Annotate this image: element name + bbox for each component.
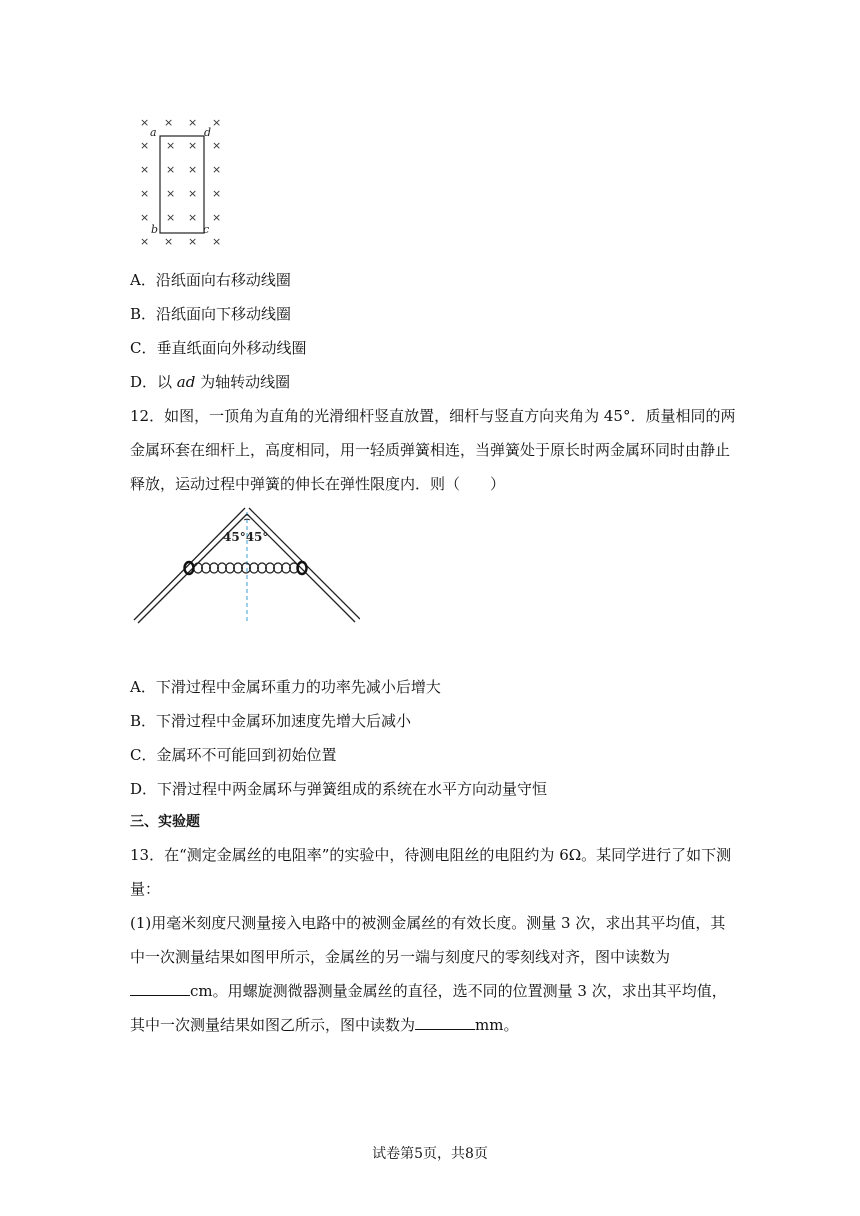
left-rod — [134, 508, 245, 620]
magnetic-field-cross-icon: × — [164, 116, 174, 129]
q12-option-c: C．金属环不可能回到初始位置 — [130, 746, 337, 764]
q13-stem-line-2: 量： — [130, 880, 161, 898]
magnetic-field-cross-icon: × — [212, 116, 222, 129]
coil-label-b: b — [151, 223, 159, 236]
q11-option-b: B．沿纸面向下移动线圈 — [130, 305, 292, 323]
q11-option-d — [130, 372, 290, 392]
q12-stem-line-1: 12．如图，一顶角为直角的光滑细杆竖直放置，细杆与竖直方向夹角为 45°．质量相同的两 — [130, 407, 736, 425]
angle-label: 45°45° — [223, 530, 269, 544]
magnetic-field-cross-icon: × — [188, 235, 198, 248]
magnetic-field-cross-icon: × — [212, 187, 222, 200]
coil-label-d: d — [204, 126, 212, 139]
q13-line-5-text: cm。用螺旋测微器测量金属丝的直径，选不同的位置测量 3 次，求出其平均值， — [190, 982, 727, 1000]
magnetic-field-cross-icon: × — [166, 211, 176, 224]
magnetic-field-cross-icon: × — [140, 139, 150, 152]
magnetic-field-cross-icon: × — [212, 139, 222, 152]
coil-label-c: c — [203, 223, 210, 236]
q13-stem-line-5 — [130, 981, 727, 1001]
magnetic-field-cross-icon: × — [188, 187, 198, 200]
magnetic-field-cross-icon: × — [212, 235, 222, 248]
magnetic-field-cross-icon: × — [166, 139, 176, 152]
q12-stem-line-3: 释放，运动过程中弹簧的伸长在弹性限度内．则（ ） — [130, 475, 506, 493]
q11-option-a: A．沿纸面向右移动线圈 — [130, 271, 291, 289]
q13-line-6-prefix: 其中一次测量结果如图乙所示，图中读数为 — [130, 1016, 416, 1034]
magnetic-field-cross-icon: × — [188, 163, 198, 176]
spring — [194, 563, 299, 573]
magnetic-field-cross-icon: × — [188, 211, 198, 224]
answer-blank-diameter[interactable] — [415, 1015, 475, 1030]
q11-option-d-axis: ad — [176, 373, 196, 391]
magnetic-field-cross-icon: × — [212, 163, 222, 176]
q11-option-c: C．垂直纸面向外移动线圈 — [130, 339, 307, 357]
magnetic-field-cross-icon: × — [164, 235, 174, 248]
q11-option-d-prefix: D．以 — [130, 373, 177, 391]
magnetic-field-cross-icon: × — [140, 163, 150, 176]
rod-spring-figure — [128, 502, 360, 630]
magnetic-field-cross-icon: × — [188, 116, 198, 129]
answer-blank-length[interactable] — [130, 981, 190, 996]
magnetic-field-cross-icon: × — [166, 163, 176, 176]
q11-option-d-suffix: 为轴转动线圈 — [195, 373, 291, 391]
magnetic-field-cross-icon: × — [140, 187, 150, 200]
q13-stem-line-4: 中一次测量结果如图甲所示，金属丝的另一端与刻度尺的零刻线对齐，图中读数为 — [130, 948, 671, 966]
coil-label-a: a — [150, 126, 157, 139]
q13-stem-line-3: (1)用毫米刻度尺测量接入电路中的被测金属丝的有效长度。测量 3 次，求出其平均值，其 — [130, 914, 726, 932]
magnetic-field-cross-icon: × — [188, 139, 198, 152]
magnetic-field-cross-icon: × — [140, 116, 150, 129]
q13-line-6-suffix: mm。 — [475, 1016, 519, 1034]
q13-stem-line-6 — [130, 1015, 518, 1035]
magnetic-field-cross-icon: × — [140, 235, 150, 248]
section-heading-experiments: 三、实验题 — [130, 814, 200, 830]
magnetic-field-cross-icon: × — [166, 187, 176, 200]
magnetic-field-cross-icon: × — [212, 211, 222, 224]
q12-stem-line-2: 金属环套在细杆上，高度相同，用一轻质弹簧相连，当弹簧处于原长时两金属环同时由静止 — [130, 441, 731, 459]
q12-option-d: D．下滑过程中两金属环与弹簧组成的系统在水平方向动量守恒 — [130, 780, 548, 798]
q13-stem-line-1: 13．在“测定金属丝的电阻率”的实验中，待测电阻丝的电阻约为 6Ω。某同学进行了如下测 — [130, 846, 732, 864]
page-footer: 试卷第5页，共8页 — [372, 1146, 488, 1162]
magnetic-field-coil-figure — [136, 112, 236, 252]
q12-option-b: B．下滑过程中金属环加速度先增大后减小 — [130, 712, 412, 730]
magnetic-field-cross-icon: × — [140, 211, 150, 224]
q12-option-a: A．下滑过程中金属环重力的功率先减小后增大 — [130, 678, 441, 696]
